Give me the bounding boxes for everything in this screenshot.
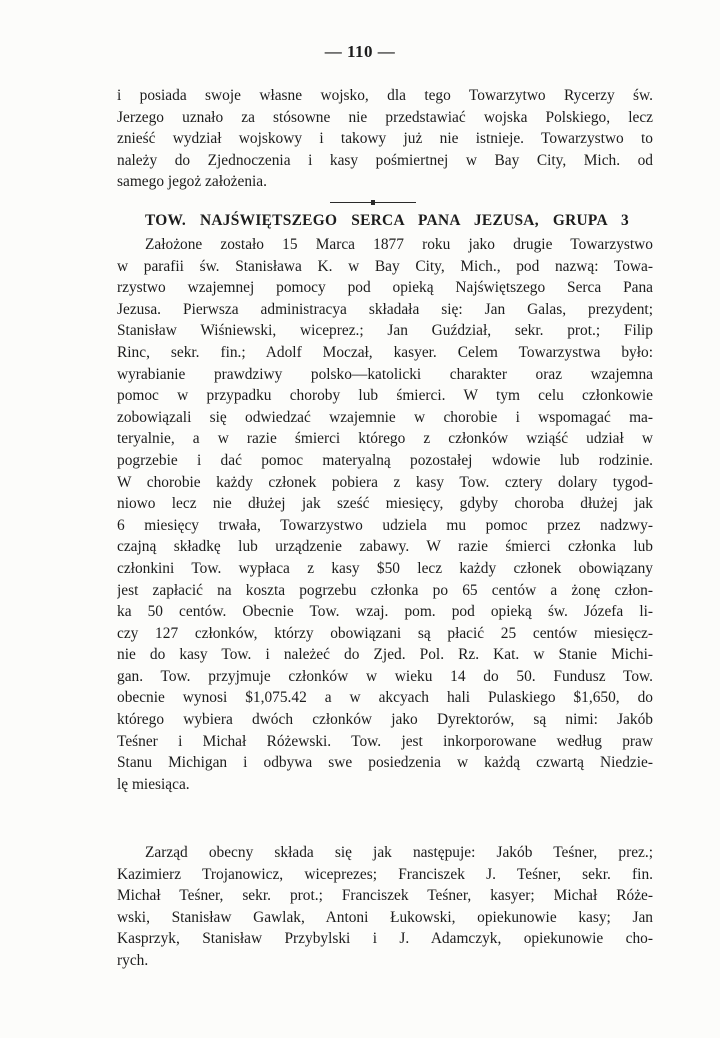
text-line: Teśner i Michał Różewski. Tow. jest inkorporowane według praw [117,732,653,750]
text-line: czajną składkę lub urządzenie zabawy. W razie śmierci członka lub [117,538,653,556]
text-line: W chorobie każdy członek pobiera z kasy Tow. cztery dolary tygod- [117,473,653,491]
text-line: Kazimierz Trojanowicz, wiceprezes; Franciszek J. Teśner, sekr. fin. [117,865,653,883]
section-divider [330,202,416,203]
text-line: samego jegoż założenia. [117,173,267,191]
text-line: 6 miesięcy trwała, Towarzystwo udziela mu pomoc przez nadzwy- [117,516,653,534]
page-number: — 110 — [324,42,396,61]
text-line: nie do kasy Tow. i należeć do Zjed. Pol. Rz. Kat. w Stanie Michi- [117,646,653,664]
text-line: zobowiązali się odwiedzać wzajemnie w chorobie i wspomagać ma- [117,408,653,426]
text-line: niowo lecz nie dłużej jak sześć miesięcy, gdyby choroba dłużej jak [117,495,653,513]
text-line: Kasprzyk, Stanisław Przybylski i J. Adamczyk, opiekunowie cho- [117,930,653,948]
text-line: znieść wydział wojskowy i takowy już nie istnieje. Towarzystwo to [117,130,653,148]
text-line: czy 127 członków, którzy obowiązani są płacić 25 centów miesięcz- [117,624,653,642]
text-line: Stanu Michigan i odbywa swe posiedzenia w każdą czwartą Niedzie- [117,754,653,772]
text-line: Jerzego uznało za stósowne nie przedstawiać wojska Polskiego, lecz [117,108,653,126]
text-line: członkini Tow. wypłaca z kasy $50 lecz każdy członek obowiązany [117,559,653,577]
paragraph-current-board [117,842,653,972]
text-line: Jezusa. Pierwsza administracya składała się: Jan Galas, prezydent; [117,300,653,318]
text-line: Michał Teśner, sekr. prot.; Franciszek Teśner, kasyer; Michał Róże- [117,887,653,905]
text-line: lę miesiąca. [117,775,190,793]
text-line: Zarząd obecny składa się jak następuje: Jakób Teśner, prez.; [145,844,653,861]
text-line: pomoc w przypadku choroby lub śmierci. W tym celu członkowie [117,387,653,405]
text-line: w parafii św. Stanisława K. w Bay City, Mich., pod nazwą: Towa- [117,257,653,275]
section-heading: TOW. NAJŚWIĘTSZEGO SERCA PANA JEZUSA, GRUPA 3 [145,212,629,229]
text-line: Stanisław Wiśniewski, wiceprez.; Jan Guździał, sekr. prot.; Filip [117,322,653,340]
text-line: i posiada swoje własne wojsko, dla tego Towarzytwo Rycerzy św. [117,87,653,104]
text-line: rych. [117,951,149,969]
text-line: wyrabianie prawdziwy polsko—katolicki charakter oraz wzajemna [117,365,653,383]
text-line: rzystwo wzajemnej pomocy pod opieką Najświętszego Serca Pana [117,279,653,297]
text-line: pogrzebie i dać pomoc materyalną pozostałej wdowie lub rodzinie. [117,451,653,469]
text-line: Założone zostało 15 Marca 1877 roku jako drugie Towarzystwo [145,236,653,253]
text-line: gan. Tow. przyjmuje członków w wieku 14 do 50. Fundusz Tow. [117,667,653,685]
text-line: którego wybiera dwóch członków jako Dyrektorów, są nimi: Jakób [117,711,653,729]
text-line: wski, Stanisław Gawlak, Antoni Łukowski, opiekunowie kasy; Jan [117,908,653,926]
text-line: obecnie wynosi $1,075.42 a w akcyach hali Pulaskiego $1,650, do [117,689,653,707]
text-line: należy do Zjednoczenia i kasy pośmiertnej w Bay City, Mich. od [117,151,653,169]
text-line: ka 50 centów. Obecnie Tow. wzaj. pom. pod opieką św. Józefa li- [117,603,653,621]
paragraph-society-history [117,234,653,795]
text-line: teryalnie, a w razie śmierci którego z członków wziąść udział w [117,430,653,448]
text-line: Rinc, sekr. fin.; Adolf Moczał, kasyer. Celem Towarzystwa było: [117,343,653,361]
paragraph-knights-of-st-george [117,85,653,193]
text-line: jest zapłacić na koszta pogrzebu członka po 65 centów a żonę człon- [117,581,653,599]
